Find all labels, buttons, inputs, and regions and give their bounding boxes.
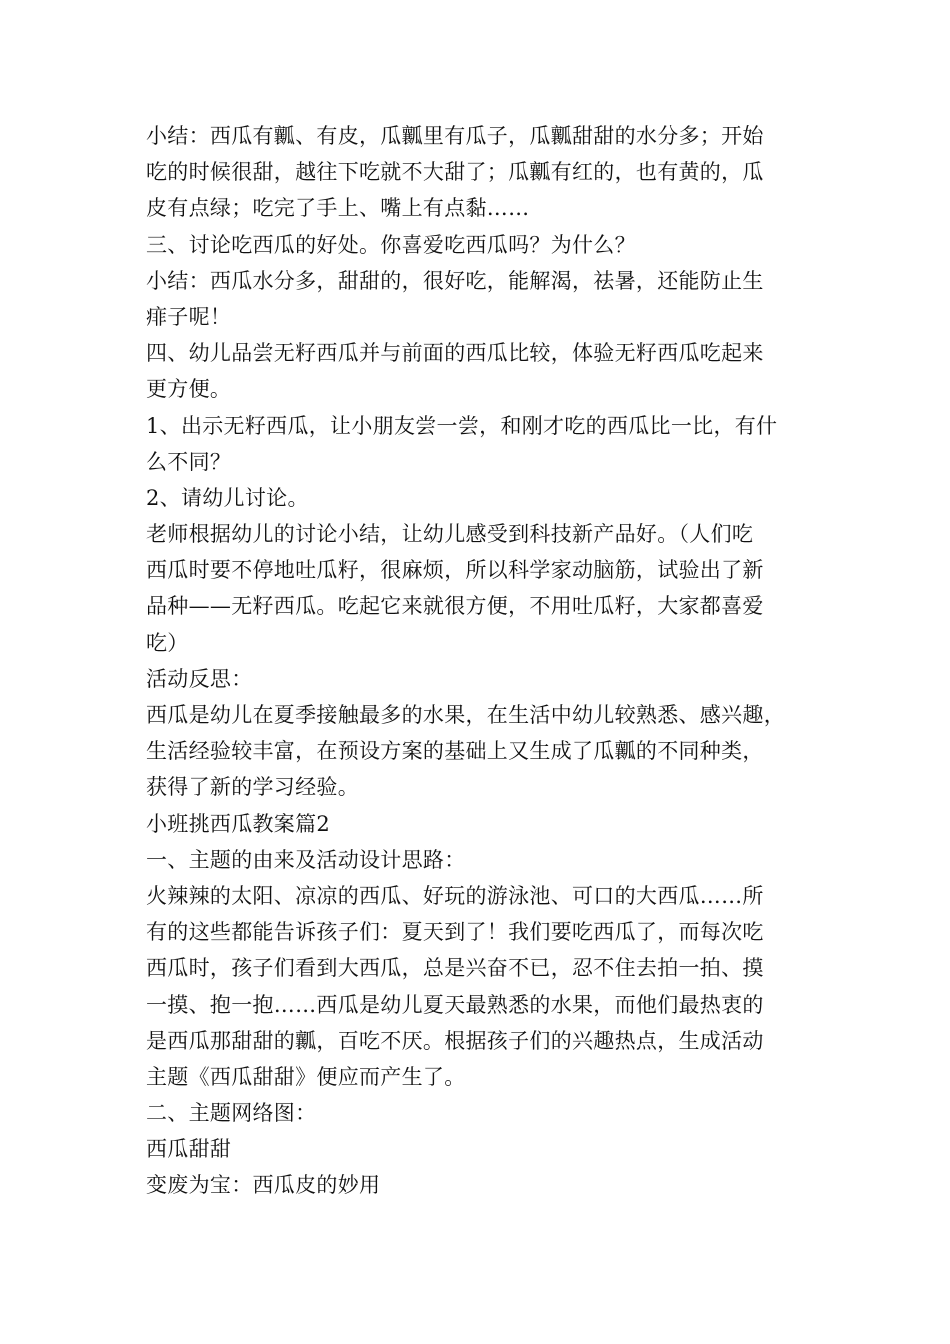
text-line: 四、幼儿品尝无籽西瓜并与前面的西瓜比较，体验无籽西瓜吃起来 bbox=[146, 341, 764, 366]
document-body bbox=[146, 118, 836, 1204]
text-line: 三、讨论吃西瓜的好处。你喜爱吃西瓜吗？为什么？ bbox=[146, 232, 636, 257]
text-line: 1、出示无籽西瓜，让小朋友尝一尝，和刚才吃的西瓜比一比，有什 bbox=[146, 413, 778, 438]
section-heading: 二、主题网络图： bbox=[146, 1101, 317, 1126]
text-line: 一摸、抱一抱……西瓜是幼儿夏天最熟悉的水果，而他们最热衷的 bbox=[146, 992, 764, 1017]
text-line: 是西瓜那甜甜的瓤，百吃不厌。根据孩子们的兴趣热点，生成活动 bbox=[146, 1028, 764, 1053]
text-line: 西瓜甜甜 bbox=[146, 1137, 232, 1162]
text-line: 火辣辣的太阳、凉凉的西瓜、好玩的游泳池、可口的大西瓜……所 bbox=[146, 883, 764, 908]
text-line: 变废为宝：西瓜皮的妙用 bbox=[146, 1173, 381, 1198]
text-line: 西瓜是幼儿在夏季接触最多的水果，在生活中幼儿较熟悉、感兴趣， bbox=[146, 703, 785, 727]
text-line: 么不同？ bbox=[146, 449, 232, 474]
text-line: 小结：西瓜水分多，甜甜的，很好吃，能解渴，祛暑，还能防止生 bbox=[146, 268, 764, 293]
text-line: 吃的时候很甜，越往下吃就不大甜了；瓜瓤有红的，也有黄的，瓜 bbox=[146, 160, 764, 185]
text-line: 主题《西瓜甜甜》便应而产生了。 bbox=[146, 1064, 466, 1089]
text-line: 痱子呢！ bbox=[146, 304, 232, 329]
text-line: 获得了新的学习经验。 bbox=[146, 775, 359, 800]
text-line: 2、请幼儿讨论。 bbox=[146, 485, 309, 510]
text-line: 西瓜时，孩子们看到大西瓜，总是兴奋不已，忍不住去拍一拍、摸 bbox=[146, 956, 764, 981]
text-line: 小结：西瓜有瓤、有皮，瓜瓤里有瓜子，瓜瓤甜甜的水分多；开始 bbox=[146, 124, 764, 148]
text-line: 西瓜时要不停地吐瓜籽，很麻烦，所以科学家动脑筋，试验出了新 bbox=[146, 558, 764, 583]
text-line: 生活经验较丰富，在预设方案的基础上又生成了瓜瓤的不同种类， bbox=[146, 739, 764, 764]
text-line: 品种——无籽西瓜。吃起它来就很方便，不用吐瓜籽，大家都喜爱 bbox=[146, 594, 764, 619]
section-heading: 活动反思： bbox=[146, 666, 253, 691]
section-title: 小班挑西瓜教案篇2 bbox=[146, 811, 331, 836]
text-line: 更方便。 bbox=[146, 377, 232, 402]
section-heading: 一、主题的由来及活动设计思路： bbox=[146, 847, 466, 872]
text-line: 有的这些都能告诉孩子们：夏天到了！我们要吃西瓜了，而每次吃 bbox=[146, 920, 764, 945]
text-line: 吃） bbox=[146, 630, 189, 655]
text-line: 老师根据幼儿的讨论小结，让幼儿感受到科技新产品好。（人们吃 bbox=[146, 522, 754, 547]
text-line: 皮有点绿；吃完了手上、嘴上有点黏…… bbox=[146, 196, 530, 221]
